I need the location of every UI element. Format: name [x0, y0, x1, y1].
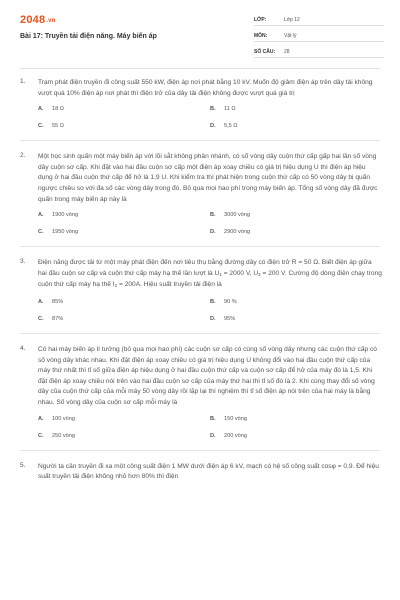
option-letter: B. [210, 212, 216, 219]
question-number: 1. [20, 78, 26, 85]
question-text [38, 258, 382, 292]
question-number: 2. [20, 152, 26, 160]
text-part: = 200 V. Cường độ dòng điện chạy trong cuộn thứ cấp máy hạ thế I [38, 269, 382, 289]
meta-label: MÔN: [254, 33, 268, 39]
question-number: 4. [20, 344, 26, 352]
question-number: 3. [20, 258, 26, 266]
option-a[interactable] [38, 106, 210, 112]
answer-options [38, 416, 382, 439]
option-b[interactable] [210, 299, 382, 305]
option-d[interactable] [210, 433, 382, 439]
text-part: Điện năng được tải từ một máy phát điện đến nơi tiêu thụ bằng đường dây có điện trở R = 50 Ω. Biết điện áp giữa hai đầu cuộn sơ cấp và cuộn thứ cấp máy hạ thế lần lượt là U [38, 259, 372, 277]
option-letter: D. [210, 315, 216, 322]
option-d[interactable] [210, 229, 382, 235]
option-letter: C. [38, 315, 44, 322]
answer-options [38, 299, 382, 322]
option-letter: A. [38, 212, 44, 219]
option-letter: B. [210, 106, 216, 113]
option-value: 85% [52, 298, 64, 305]
option-value: 18 Ω [52, 106, 64, 113]
option-letter: C. [38, 123, 44, 130]
option-c[interactable] [38, 123, 210, 129]
option-value: 11 Ω [224, 106, 236, 113]
option-c[interactable] [38, 433, 210, 439]
question-4 [0, 345, 400, 439]
option-value: 87% [52, 315, 64, 322]
subscript: 1 [219, 271, 222, 277]
option-letter: C. [38, 432, 44, 439]
option-value: 55 Ω [52, 123, 64, 130]
option-c[interactable] [38, 316, 210, 322]
header-divider [20, 68, 380, 69]
option-d[interactable] [210, 123, 382, 129]
question-text: Một học sinh quấn một máy biến áp với lõi sắt không phân nhánh, có số vòng dây cuộn thứ cấp gấp hai lần số vòng dây cuộn sơ cấp. Khi đặt vào hai đầu cuộn sơ cấp một điện áp xoay chiều có giá trị hiệu dụng U thì điện áp hiệu dụng ở hai đầu cuộn thứ cấp để hở là 1,9 U. Khi kiểm tra thì phát hiện trong cuộn thứ cấp có 50 vòng dây bị quấn ngược chiều so với đa số các vòng dây trong đó. Bỏ qua mọi hao phí trong máy biến áp. Tổng số vòng dây đã được quấn trong máy biến áp này là [38, 153, 378, 203]
question-text: Có hai máy biến áp lí tưởng (bỏ qua mọi hao phí) các cuộn sơ cấp có cùng số vòng dây nhưng các cuộn thứ cấp có số vòng dây khác nhau. Khi đặt điện áp xoay chiều có giá trị hiệu dụng U không đổi vào hai đầu cuộn thứ cấp của máy thứ nhất thì tỉ số giữa điện áp hiệu dụng ở hai đầu cuộn thứ cấp và cuộn sơ cấp để hở của máy đó là 1,5. Khi đặt điện áp xoay chiều nói trên vào hai đầu cuộn sơ cấp của máy thứ hai thì tỉ số đó là 2. Khi cùng thay đổi số vòng dây của cuộn thứ cấp của mỗi máy 50 vòng dây rồi lặp lại thí nghiệm thì tỉ số điện áp nói trên của hai máy là bằng nhau. Số vòng dây của cuộn sơ cấp mỗi máy là [38, 345, 377, 406]
option-value: 100 vòng [52, 415, 76, 422]
meta-value: Lớp 12 [284, 17, 300, 23]
meta-value: 28 [284, 49, 290, 55]
question-divider [20, 140, 380, 141]
meta-row-count [254, 47, 384, 58]
option-value: 5,5 Ω [224, 123, 238, 130]
option-d[interactable] [210, 316, 382, 322]
site-logo[interactable] [20, 14, 56, 26]
logo-text: 2048 [20, 14, 46, 26]
question-divider [20, 333, 380, 334]
meta-row-class [254, 15, 384, 26]
subscript: 2 [258, 271, 261, 277]
option-value: 250 vòng [52, 432, 76, 439]
text-part: = 2000 V, U [221, 269, 259, 277]
option-letter: A. [38, 106, 44, 113]
question-1 [0, 78, 400, 129]
question-list [0, 78, 400, 483]
meta-row-subject [254, 31, 384, 42]
meta-label: SỐ CÂU: [254, 49, 276, 55]
option-letter: B. [210, 298, 216, 305]
meta-value: Vật lý [284, 33, 297, 39]
answer-options [38, 106, 382, 129]
answer-options [38, 212, 382, 235]
option-b[interactable] [210, 416, 382, 422]
text-part: = 200A. Hiệu suất truyền tải điện là [117, 281, 222, 289]
question-text: Trạm phát điện truyền đi công suất 550 kW, điện áp nơi phát bằng 10 kV. Muốn độ giảm điện áp trên dây tải không vượt quá 10% điện áp nơi phát thì điện trở của dây tải điện không được vượt quá giá trị [38, 79, 373, 97]
option-letter: A. [38, 298, 44, 305]
option-letter: A. [38, 415, 44, 422]
option-a[interactable] [38, 416, 210, 422]
option-letter: B. [210, 415, 216, 422]
meta-label: LỚP: [254, 17, 267, 23]
option-c[interactable] [38, 229, 210, 235]
question-divider [20, 246, 380, 247]
subscript: 2 [114, 283, 118, 289]
question-number: 5. [20, 461, 26, 469]
option-value: 2900 vòng [224, 229, 251, 236]
option-value: 95% [224, 315, 236, 322]
option-letter: D. [210, 432, 216, 439]
option-b[interactable] [210, 106, 382, 112]
option-value: 3000 vòng [224, 212, 251, 219]
option-a[interactable] [38, 299, 210, 305]
question-text: Người ta cần truyền đi xa một công suất điện 1 MW dưới điện áp 6 kV, mạch có hệ số công suất cosφ = 0,9. Để hiệu suất truyền tải điện không nhỏ hơn 80% thì điện [38, 462, 379, 481]
question-3 [0, 258, 400, 322]
option-letter: C. [38, 229, 44, 236]
option-letter: D. [210, 229, 216, 236]
question-5 [0, 462, 400, 483]
question-2 [0, 152, 400, 235]
lesson-title: Bài 17: Truyền tải điện năng. Máy biến áp [20, 33, 157, 40]
document-header [0, 0, 400, 62]
option-value: 1900 vòng [52, 212, 79, 219]
question-divider [20, 450, 380, 451]
option-b[interactable] [210, 212, 382, 218]
logo-suffix: .vn [46, 18, 56, 24]
option-letter: D. [210, 123, 216, 130]
option-a[interactable] [38, 212, 210, 218]
option-value: 150 vòng [224, 415, 248, 422]
meta-info [254, 15, 384, 63]
option-value: 200 vòng [224, 432, 248, 439]
option-value: 90 % [224, 298, 237, 305]
option-value: 1950 vòng [52, 229, 79, 236]
